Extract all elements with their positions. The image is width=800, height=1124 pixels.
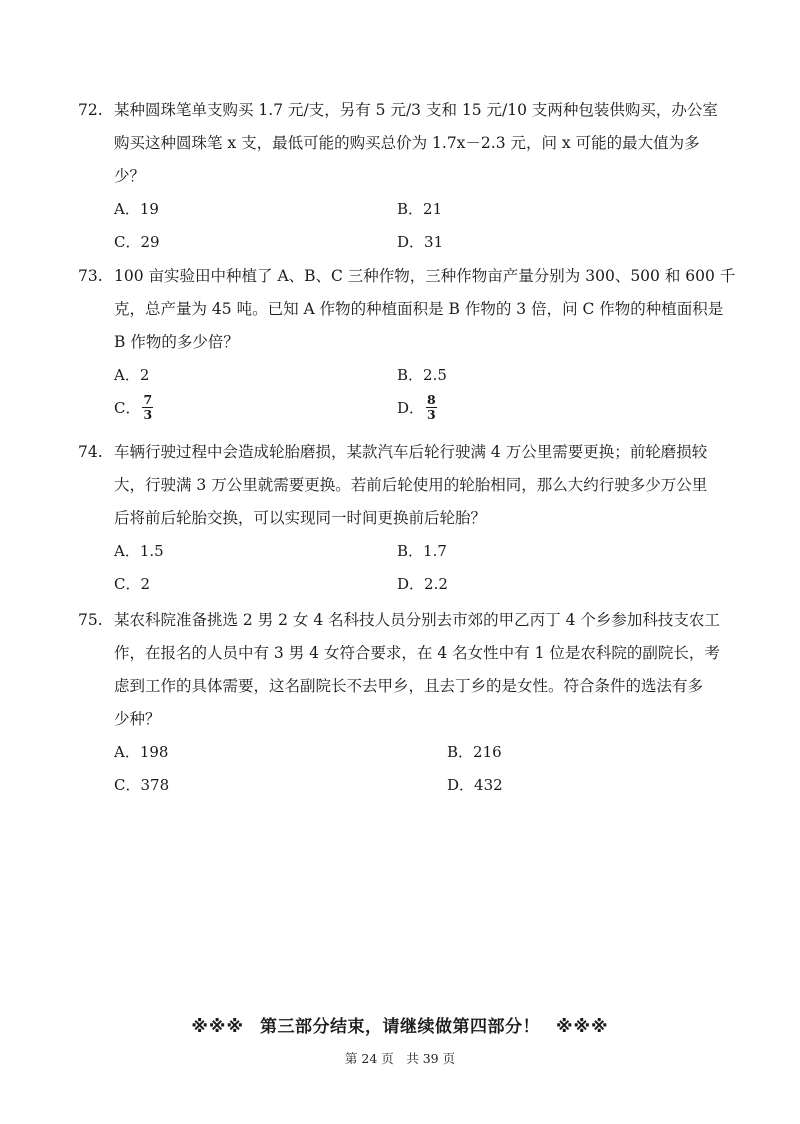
question-number: 73. [78, 267, 103, 285]
option-a: A．2 [114, 366, 150, 384]
fraction-numerator: 8 [427, 391, 436, 407]
fraction-numerator: 7 [143, 391, 153, 407]
question-text: 车辆行驶过程中会造成轮胎磨损，某款汽车后轮行驶满 4 万公里需要更换；前轮磨损较 [114, 443, 708, 461]
question-74 [78, 436, 728, 601]
option-c: C．29 [114, 233, 160, 251]
question-text-line [78, 293, 728, 326]
fraction-denominator: 3 [143, 406, 153, 422]
options-row [78, 769, 728, 802]
option-d: D．432 [447, 776, 503, 794]
question-text: 某农科院准备挑选 2 男 2 女 4 名科技人员分别去市郊的甲乙丙丁 4 个乡参加科技支农工 [114, 611, 720, 629]
question-text-line [78, 94, 728, 127]
question-text-line [78, 436, 728, 469]
question-text: 少种？ [114, 710, 161, 728]
options-row [78, 392, 728, 428]
question-text: 克，总产量为 45 吨。已知 A 作物的种植面积是 B 作物的 3 倍，问 C 作物的种植面积是 [114, 300, 724, 318]
question-text-line [78, 637, 728, 670]
question-text: 后将前后轮胎交换，可以实现同一时间更换前后轮胎？ [114, 509, 487, 527]
question-number: 75. [78, 611, 103, 629]
option-prefix: C． [114, 399, 141, 417]
option-b: B．21 [397, 200, 443, 218]
question-text: 某种圆珠笔单支购买 1.7 元/支，另有 5 元/3 支和 15 元/10 支两种包装供购买，办公室 [114, 101, 718, 119]
option-b: B．2.5 [397, 366, 447, 384]
question-73 [78, 260, 736, 428]
question-text: 虑到工作的具体需要，这名副院长不去甲乡，且去丁乡的是女性。符合条件的选法有多 [114, 677, 704, 695]
question-text-line [78, 670, 728, 703]
option-d: D．31 [397, 233, 444, 251]
question-text-line [78, 127, 728, 160]
options-row [78, 568, 728, 601]
options-row [78, 736, 728, 769]
options-row [78, 535, 728, 568]
option-a: A．1.5 [114, 542, 164, 560]
section-end-text: 第三部分结束，请继续做第四部分！ [260, 1017, 540, 1037]
question-text-line [78, 160, 728, 193]
question-text-line [78, 326, 728, 359]
options-row [78, 359, 728, 392]
option-a: A．19 [114, 200, 159, 218]
question-text: 作，在报名的人员中有 3 男 4 女符合要求，在 4 名女性中有 1 位是农科院的副院长，考 [114, 644, 720, 662]
question-text-line [78, 469, 728, 502]
options-row [78, 193, 728, 226]
option-c: C．378 [114, 776, 170, 794]
question-text-line [78, 703, 728, 736]
option-c [114, 392, 153, 425]
fraction [426, 393, 437, 422]
option-b: B．1.7 [397, 542, 447, 560]
options-row [78, 226, 728, 259]
option-prefix: D． [397, 399, 425, 417]
question-text: 购买这种圆珠笔 x 支，最低可能的购买总价为 1.7x－2.3 元，问 x 可能的最大值为多 [114, 134, 700, 152]
option-a: A．198 [114, 743, 169, 761]
section-end-banner [0, 1012, 800, 1037]
question-number: 72. [78, 101, 103, 119]
option-c: C．2 [114, 575, 151, 593]
question-text: B 作物的多少倍？ [114, 333, 239, 351]
question-text-line [78, 604, 728, 637]
fraction-denominator: 3 [427, 406, 436, 422]
option-d: D．2.2 [397, 575, 448, 593]
question-text-line [78, 260, 736, 293]
stars-left-icon: ※※※ [191, 1017, 244, 1037]
page-number: 第 24 页 共 39 页 [344, 1051, 456, 1066]
question-72 [78, 94, 728, 259]
question-text: 少？ [114, 167, 146, 185]
question-text-line [78, 502, 728, 535]
question-number: 74. [78, 443, 103, 461]
question-75 [78, 604, 728, 802]
question-text: 大，行驶满 3 万公里就需要更换。若前后轮使用的轮胎相同，那么大约行驶多少万公里 [114, 476, 708, 494]
fraction [142, 393, 153, 422]
option-d [397, 392, 437, 425]
stars-right-icon: ※※※ [556, 1017, 609, 1037]
question-text: 100 亩实验田中种植了 A、B、C 三种作物，三种作物亩产量分别为 300、500 和 600 千 [114, 267, 736, 285]
option-b: B．216 [447, 743, 502, 761]
